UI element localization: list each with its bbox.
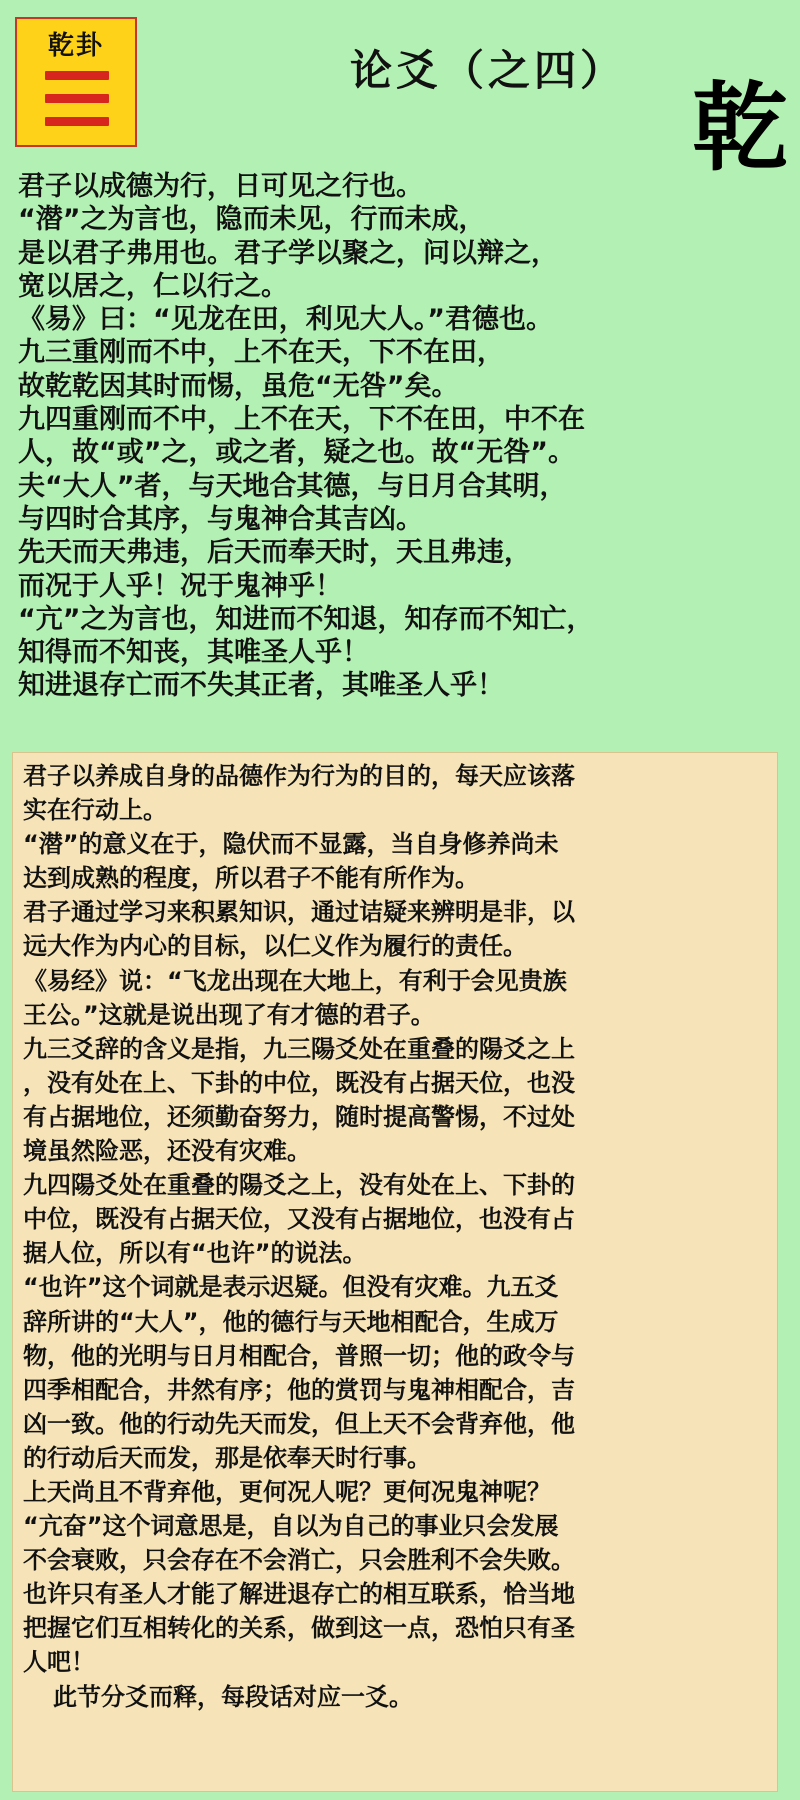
classic-line: 故乾乾因其时而惕，虽危“无咎”矣。 [18, 370, 459, 402]
trigram-line [45, 71, 109, 80]
explanation-line: 辞所讲的“大人”，他的德行与天地相配合，生成万 [23, 1307, 559, 1336]
explanation-text [23, 759, 767, 1714]
explanation-line: 凶一致。他的行动先天而发，但上天不会背弃他，他 [23, 1409, 575, 1438]
closing-note: 此节分爻而释，每段话对应一爻。 [53, 1682, 413, 1711]
explanation-line: 达到成熟的程度，所以君子不能有所作为。 [23, 864, 479, 893]
explanation-line: 中位，既没有占据天位，又没有占据地位，也没有占 [23, 1205, 575, 1234]
qian-trigram-icon [45, 71, 109, 140]
explanation-line: 的行动后天而发，那是依奉天时行事。 [23, 1443, 431, 1472]
classic-line: 君子以成德为行，日可见之行也。 [18, 171, 423, 202]
explanation-line: 不会衰败，只会存在不会消亡，只会胜利不会失败。 [23, 1546, 575, 1575]
page-title: 论爻（之四） [350, 46, 627, 95]
classic-line: 人，故“或”之，或之者，疑之也。故“无咎”。 [18, 437, 575, 469]
trigram-line [45, 117, 109, 126]
classic-line: 九三重刚而不中，上不在天，下不在田， [18, 337, 504, 369]
explanation-line: 《易经》说：“飞龙出现在大地上，有利于会见贵族 [23, 966, 567, 995]
explanation-line: 物，他的光明与日月相配合，普照一切；他的政令与 [23, 1341, 575, 1370]
explanation-panel [12, 752, 778, 1792]
explanation-line: 也许只有圣人才能了解进退存亡的相互联系，恰当地 [23, 1580, 575, 1609]
explanation-line: 四季相配合，井然有序；他的赏罚与鬼神相配合，吉 [23, 1375, 575, 1404]
explanation-line: 九四陽爻处在重叠的陽爻之上，没有处在上、下卦的 [23, 1171, 575, 1200]
explanation-line: 君子以养成自身的品德作为行为的目的，每天应该落 [23, 762, 575, 790]
hexagram-badge [15, 17, 137, 147]
explanation-line: “潜”的意义在于，隐伏而不显露，当自身修养尚未 [23, 830, 559, 859]
explanation-line: 上天尚且不背弃他，更何况人呢？更何况鬼神呢？ [23, 1477, 551, 1506]
classic-text [18, 170, 793, 703]
explanation-line: 君子通过学习来积累知识，通过诘疑来辨明是非，以 [23, 898, 575, 927]
explanation-line: 王公。”这就是说出现了有才德的君子。 [23, 1000, 435, 1029]
classic-line: 知得而不知丧，其唯圣人乎！ [18, 637, 369, 669]
badge-title: 乾卦 [47, 31, 104, 61]
classic-line: “亢”之为言也，知进而不知退，知存而不知亡， [18, 603, 594, 635]
explanation-line: 远大作为内心的目标，以仁义作为履行的责任。 [23, 932, 527, 961]
classic-line: 《易》曰：“见龙在田，利见大人。”君德也。 [18, 304, 553, 336]
classic-line: 是以君子弗用也。君子学以聚之，问以辩之， [18, 237, 558, 269]
explanation-line: 把握它们互相转化的关系，做到这一点，恐怕只有圣 [23, 1614, 575, 1643]
classic-line: 而况于人乎！况于鬼神乎！ [18, 570, 342, 602]
explanation-line: “也许”这个词就是表示迟疑。但没有灾难。九五爻 [23, 1273, 559, 1302]
explanation-line: 境虽然险恶，还没有灾难。 [23, 1137, 311, 1166]
explanation-line: “亢奋”这个词意思是，自以为自己的事业只会发展 [23, 1512, 559, 1541]
classic-line: 与四时合其序，与鬼神合其吉凶。 [18, 503, 423, 535]
classic-line: 宽以居之，仁以行之。 [18, 270, 288, 302]
explanation-line: ，没有处在上、下卦的中位，既没有占据天位，也没 [23, 1068, 575, 1097]
explanation-line: 实在行动上。 [23, 796, 167, 825]
classic-line: “潜”之为言也，隐而未见，行而未成， [18, 204, 486, 236]
classic-line: 九四重刚而不中，上不在天，下不在田，中不在 [18, 404, 585, 436]
hexagram-character: 乾 [692, 72, 788, 184]
classic-line: 夫“大人”者，与天地合其德，与日月合其明， [18, 470, 567, 502]
explanation-line: 有占据地位，还须勤奋努力，随时提高警惕，不过处 [23, 1102, 575, 1131]
classic-line: 先天而天弗违，后天而奉天时，天且弗违， [18, 537, 531, 569]
explanation-line: 九三爻辞的含义是指，九三陽爻处在重叠的陽爻之上 [23, 1034, 575, 1063]
explanation-line: 人吧！ [23, 1648, 95, 1677]
trigram-line [45, 94, 109, 103]
classic-line: 知进退存亡而不失其正者，其唯圣人乎！ [18, 670, 504, 702]
explanation-line: 据人位，所以有“也许”的说法。 [23, 1239, 367, 1268]
